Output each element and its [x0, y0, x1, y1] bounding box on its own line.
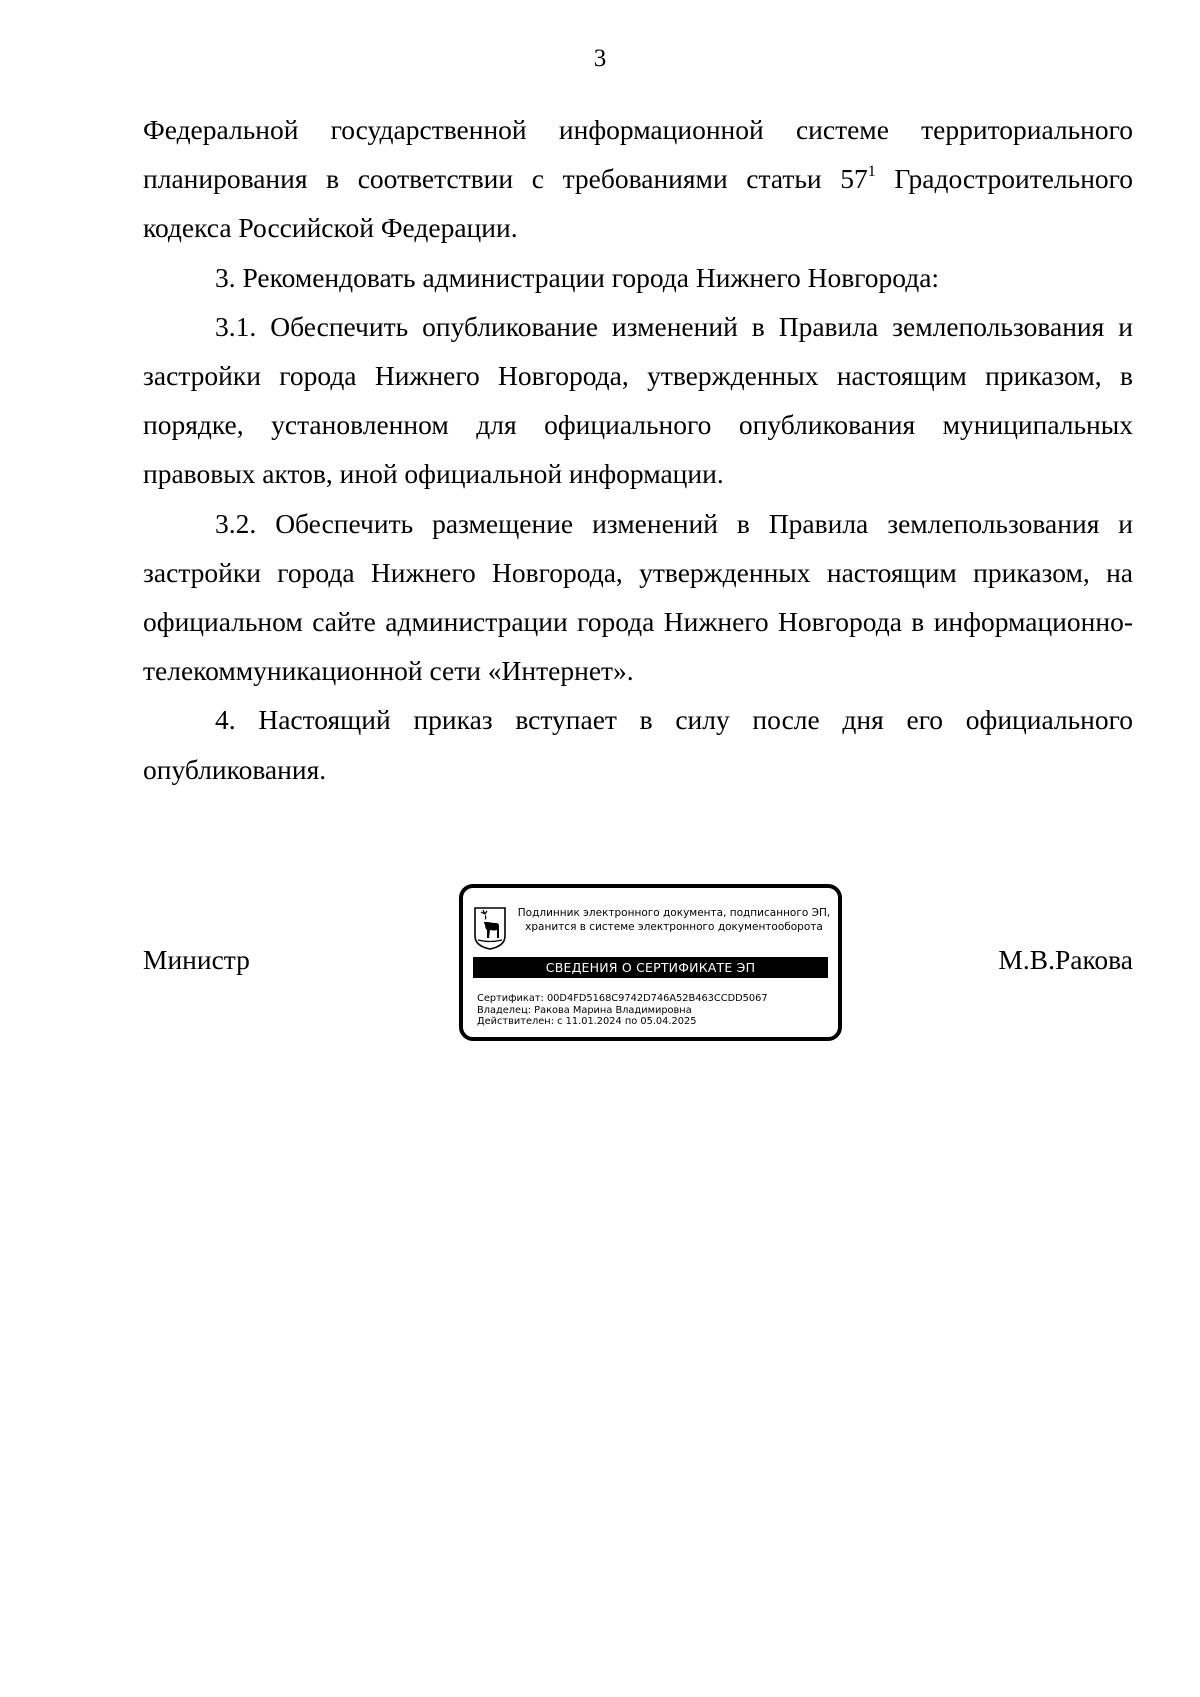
signatory-name: М.В.Ракова — [998, 944, 1133, 975]
deer-coat-of-arms-icon — [473, 906, 507, 950]
document-body — [143, 105, 1133, 794]
certificate-details — [477, 993, 832, 1028]
paragraph-continuation — [143, 105, 1133, 253]
paragraph-item-3: 3. Рекомендовать администрации города Нижнего Новгорода: — [215, 261, 940, 293]
stamp-header-line: хранится в системе электронного документооборота — [525, 921, 823, 933]
paragraph-item-3-2: 3.2. Обеспечить размещение изменений в Правила землепользования и застройки города Нижнего Новгорода, утвержденных настоящим приказом, на официальном сайте администрации города Нижнего Новгорода в информационно-телекоммуникационной сети «Интернет». — [143, 507, 1133, 687]
paragraph-item-3-1: 3.1. Обеспечить опубликование изменений в Правила землепользования и застройки города Нижнего Новгорода, утвержденных настоящим приказом, в порядке, установленном для официального опубликования муниципальных правовых актов, иной официальной информации. — [143, 310, 1133, 490]
stamp-header-line: Подлинник электронного документа, подписанного ЭП, — [517, 907, 831, 919]
electronic-signature-stamp — [459, 884, 842, 1041]
signatory-position: Министр — [143, 944, 250, 975]
certificate-validity: Действителен: с 11.01.2024 по 05.04.2025 — [477, 1016, 697, 1027]
certificate-number: Сертификат: 00D4FD5168C9742D746A52B463CCDD5067 — [477, 993, 768, 1004]
paragraph-text: Градостроительного кодекса Российской Федерации. — [143, 163, 1134, 244]
superscript: 1 — [867, 163, 876, 181]
stamp-header — [513, 906, 835, 934]
page-number: 3 — [593, 45, 607, 72]
stamp-title-bar: СВЕДЕНИЯ О СЕРТИФИКАТЕ ЭП — [473, 957, 828, 978]
certificate-owner: Владелец: Ракова Марина Владимировна — [477, 1004, 692, 1016]
paragraph-item-4: 4. Настоящий приказ вступает в силу после дня его официального опубликования. — [143, 704, 1133, 785]
paragraph-text: Федеральной государственной информационной системе территориального планирования в соответствии с требованиями статьи 57 — [143, 114, 1133, 195]
